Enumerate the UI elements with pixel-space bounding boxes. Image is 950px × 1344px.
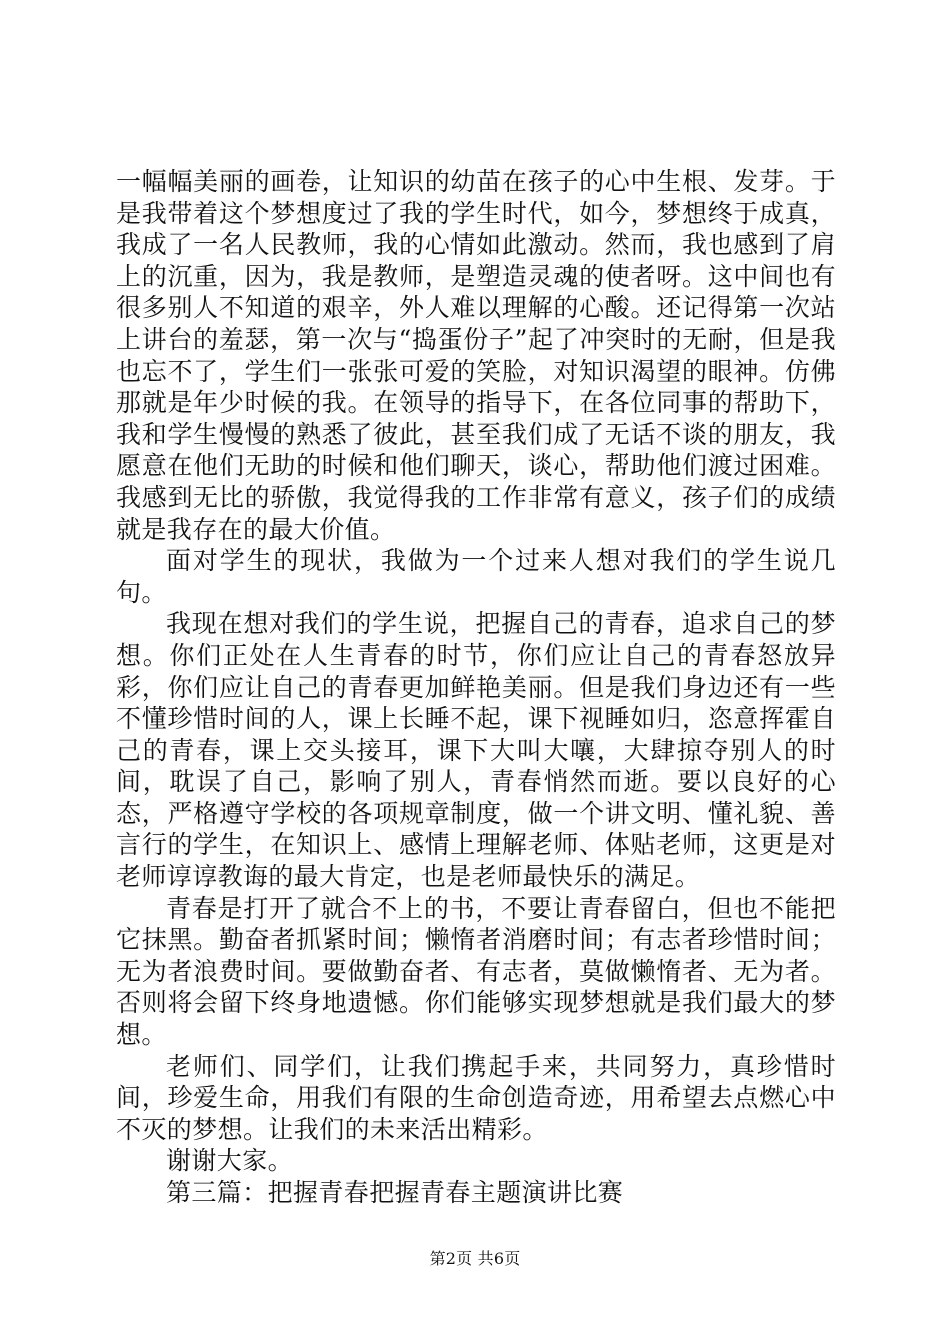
paragraph-thanks: 谢谢大家。 (166, 1146, 294, 1176)
paragraph-call-to-action: 老师们、同学们，让我们携起手来，共同努力，真珍惜时间，珍爱生命，用我们有限的生命创造奇迹，用希望去点燃心中不灭的梦想。让我们的未来活出精彩。 (116, 1051, 836, 1144)
page-footer (0, 1249, 950, 1269)
section-heading-part-three: 第三篇：把握青春把握青春主题演讲比赛 (166, 1178, 624, 1207)
paragraph-youth-book: 青春是打开了就合不上的书，不要让青春留白，但也不能把它抹黑。勤奋者抓紧时间；懒惰者消磨时间；有志者珍惜时间；无为者浪费时间。要做勤奋者、有志者，莫做懒惰者、无为者。否则将会留下终身地遗憾。你们能够实现梦想就是我们最大的梦想。 (116, 893, 836, 1050)
paragraph-advice-to-students: 我现在想对我们的学生说，把握自己的青春，追求自己的梦想。你们正处在人生青春的时节，你们应让自己的青春怒放异彩，你们应让自己的青春更加鲜艳美丽。但是我们身边还有一些不懂珍惜时间的人，课上长睡不起，课下视睡如归，恣意挥霍自己的青春，课上交头接耳，课下大叫大嚷，大肆掠夺别人的时间，耽误了自己，影响了别人，青春悄然而逝。要以良好的心态，严格遵守学校的各项规章制度，做一个讲文明、懂礼貌、善言行的学生，在知识上、感情上理解老师、体贴老师，这更是对老师谆谆教诲的最大肯定，也是老师最快乐的满足。 (116, 609, 836, 892)
document-body (116, 166, 836, 1209)
paragraph-intro-to-students: 面对学生的现状，我做为一个过来人想对我们的学生说几句。 (116, 546, 836, 607)
page-number: 第2页 共6页 (429, 1249, 521, 1268)
paragraph-continuation: 一幅幅美丽的画卷，让知识的幼苗在孩子的心中生根、发芽。于是我带着这个梦想度过了我的学生时代，如今，梦想终于成真，我成了一名人民教师，我的心情如此激动。然而，我也感到了肩上的沉重，因为，我是教师，是塑造灵魂的使者呀。这中间也有很多别人不知道的艰辛，外人难以理解的心酸。还记得第一次站上讲台的羞瑟，第一次与“捣蛋份子”起了冲突时的无耐，但是我也忘不了，学生们一张张可爱的笑脸，对知识渴望的眼神。仿佛那就是年少时候的我。在领导的指导下，在各位同事的帮助下，我和学生慢慢的熟悉了彼此，甚至我们成了无话不谈的朋友，我愿意在他们无助的时候和他们聊天，谈心，帮助他们渡过困难。我感到无比的骄傲，我觉得我的工作非常有意义，孩子们的成绩就是我存在的最大价值。 (116, 167, 836, 544)
